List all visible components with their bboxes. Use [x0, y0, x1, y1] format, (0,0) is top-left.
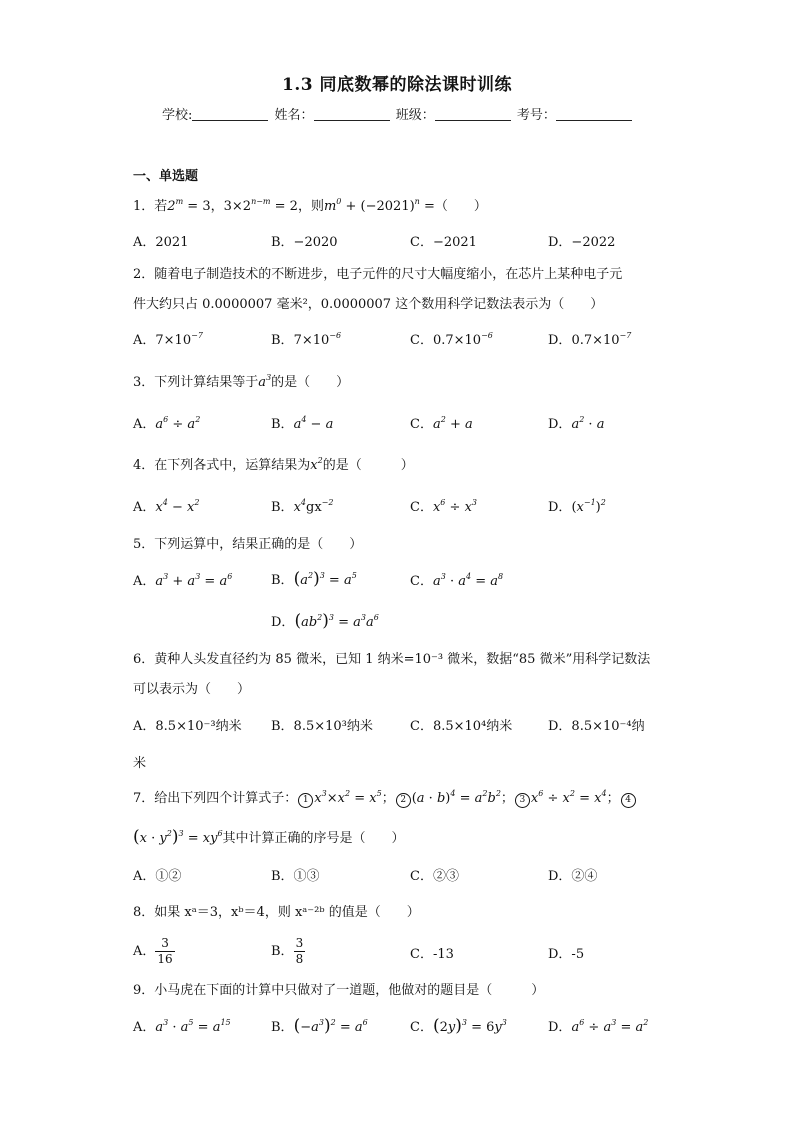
question-7: 7．给出下列四个计算式子： 1 $x^3\times x^2 = x^5$； 2 $(a \cdot b)^4 = a^2b^2$； 3 $x^6 \div x^2 = x^4$； 4 — [133, 791, 637, 808]
question-text: （ ） — [434, 199, 487, 214]
question-text: 如果 xᵃ＝3，xᵇ＝4，则 xᵃ⁻²ᵇ 的值是（ ） — [154, 905, 420, 920]
option-a[interactable]: A．①② — [133, 869, 182, 884]
question-text: 在下列各式中，运算结果为 — [154, 458, 311, 473]
question-3 — [133, 375, 349, 391]
option-a[interactable]: A． $\frac{3}{16}$ — [133, 936, 173, 966]
option-c[interactable]: C．-13 — [410, 947, 454, 962]
student-info-row — [162, 104, 634, 123]
question-number: 8． — [133, 905, 155, 920]
question-text: 其中计算正确的序号是（ ） — [222, 831, 405, 846]
class-blank[interactable] — [435, 108, 511, 121]
option-c[interactable]: C．$(2y)^3 = 6y^3$ — [410, 1016, 507, 1036]
name-blank[interactable] — [314, 108, 390, 121]
option-b[interactable]: B．$x^4gx^{-2}$ — [271, 498, 334, 515]
question-8 — [133, 905, 420, 921]
option-d[interactable]: D．$a^2 \cdot a$ — [548, 415, 605, 432]
option-c[interactable]: C．$0.7\times 10^{-6}$ — [410, 331, 493, 348]
question-7-line-2 — [133, 829, 405, 847]
math-expression: $7\times 10^{-7}$ — [155, 331, 203, 348]
question-number: 2． — [133, 267, 155, 282]
option-b[interactable]: B．$(-a^3)^2 = a^6$ — [271, 1016, 368, 1036]
math-expression: $(x \cdot y^2)^3 = xy^6$ — [133, 827, 223, 847]
option-d[interactable]: D．$0.7\times 10^{-7}$ — [548, 331, 632, 348]
question-number: 9． — [133, 983, 155, 998]
math-expression: $2^m = 3$ — [167, 197, 211, 214]
question-text: ，则 — [297, 199, 324, 214]
option-a[interactable]: A．2021 — [133, 235, 189, 250]
option-d[interactable]: D．②④ — [548, 869, 598, 884]
school-blank[interactable] — [192, 108, 268, 121]
question-number: 6． — [133, 652, 155, 667]
name-label: 姓名： — [274, 108, 314, 123]
math-expression: $(a \cdot b)^4 = a^2b^2$ — [411, 789, 501, 806]
option-b[interactable]: B．$a^4 - a$ — [271, 415, 334, 432]
exam-no-label: 考号： — [516, 108, 556, 123]
math-expression: $x^2$ — [310, 456, 323, 473]
question-4 — [133, 458, 414, 474]
option-b[interactable]: B．$7\times 10^{-6}$ — [271, 331, 342, 348]
page-title: 1.3 同底数幂的除法课时训练 — [282, 75, 512, 95]
question-text: 的是（ ） — [271, 375, 350, 390]
question-text: ， — [210, 199, 224, 214]
question-text: 的是（ ） — [322, 458, 414, 473]
option-a[interactable]: A．$x^4 - x^2$ — [133, 498, 200, 515]
option-d[interactable]: D．$(ab^2)^3 = a^3a^6$ — [271, 611, 379, 631]
question-text: 给出下列四个计算式子： — [154, 791, 298, 806]
math-expression: $x^6 \div x^2 = x^4$ — [530, 789, 607, 806]
option-d[interactable]: D．8.5×10⁻⁴纳 — [548, 719, 645, 734]
option-b[interactable]: B．−2020 — [271, 235, 338, 250]
math-expression: $0.7\times 10^{-7}$ — [571, 331, 632, 348]
option-d[interactable]: D．$(x^{-1})^2$ — [548, 498, 606, 515]
math-expression: $3\times 2^{n-m} = 2$ — [223, 197, 298, 214]
question-2 — [133, 267, 622, 283]
question-number: 7． — [133, 791, 155, 806]
math-expression: $x^3\times x^2 = x^5$ — [314, 789, 382, 806]
question-5 — [133, 537, 362, 553]
exam-no-blank[interactable] — [556, 108, 632, 121]
option-b[interactable]: B．①③ — [271, 869, 320, 884]
question-6 — [133, 652, 650, 668]
option-a[interactable]: A．$a^6 \div a^2$ — [133, 415, 201, 432]
option-c[interactable]: C．②③ — [410, 869, 459, 884]
option-c[interactable]: C．8.5×10⁴纳米 — [410, 719, 513, 734]
section-heading: 一、单选题 — [133, 169, 199, 184]
fraction: $\frac{3}{16}$ — [157, 936, 173, 966]
option-d-wrap: 米 — [133, 756, 147, 771]
circled-four-icon: 4 — [621, 793, 636, 808]
question-text: 黄种人头发直径约为 85 微米，已知 1 纳米=10⁻³ 微米，数据“85 微米”用科学记数法 — [154, 652, 651, 667]
question-9 — [133, 983, 544, 999]
option-a[interactable]: A．$7\times 10^{-7}$ — [133, 331, 203, 348]
math-expression: $a^3$ — [258, 373, 272, 390]
option-d[interactable]: D．-5 — [548, 947, 585, 962]
question-6-line-2: 可以表示为（ ） — [133, 682, 251, 697]
question-text: 小马虎在下面的计算中只做对了一道题，他做对的题目是（ ） — [154, 983, 545, 998]
school-label: 学校: — [162, 108, 193, 123]
question-text: 下列运算中，结果正确的是（ ） — [154, 537, 363, 552]
option-a[interactable]: A．$a^3 + a^3 = a^6$ — [133, 572, 233, 589]
option-c[interactable]: C．$a^3 \cdot a^4 = a^8$ — [410, 572, 504, 589]
circled-two-icon: 2 — [396, 793, 411, 808]
question-number: 1． — [133, 199, 155, 214]
option-d[interactable]: D．$a^6 \div a^3 = a^2$ — [548, 1018, 649, 1035]
question-number: 5． — [133, 537, 155, 552]
question-1 — [133, 199, 487, 215]
circled-one-icon: 1 — [298, 793, 313, 808]
math-expression: $m^0 + (-2021)^n$ = — [323, 197, 435, 214]
question-text: 若 — [154, 199, 168, 214]
option-a[interactable]: A．$a^3 \cdot a^5 = a^{15}$ — [133, 1018, 231, 1035]
option-b[interactable]: B．8.5×10³纳米 — [271, 719, 373, 734]
option-b[interactable]: B．$(a^2)^3 = a^5$ — [271, 569, 357, 589]
question-number: 4． — [133, 458, 155, 473]
option-c[interactable]: C．−2021 — [410, 235, 477, 250]
option-d[interactable]: D．−2022 — [548, 235, 616, 250]
question-2-line-2: 件大约只占 0.0000007 毫米²，0.0000007 这个数用科学记数法表示为（ ） — [133, 297, 604, 312]
math-expression: $7\times 10^{-6}$ — [293, 331, 342, 348]
fraction: $\frac{3}{8}$ — [295, 936, 304, 966]
option-c[interactable]: C．$a^2 + a$ — [410, 415, 473, 432]
option-b[interactable]: B． $\frac{3}{8}$ — [271, 936, 304, 966]
question-text: 随着电子制造技术的不断进步，电子元件的尺寸大幅度缩小，在芯片上某种电子元 — [154, 267, 623, 282]
circled-three-icon: 3 — [515, 793, 530, 808]
class-label: 班级： — [395, 108, 435, 123]
question-number: 3． — [133, 375, 155, 390]
option-a[interactable]: A．8.5×10⁻³纳米 — [133, 719, 242, 734]
option-c[interactable]: C．$x^6 \div x^3$ — [410, 498, 477, 515]
math-expression: $0.7\times 10^{-6}$ — [432, 331, 493, 348]
question-text: 下列计算结果等于 — [154, 375, 259, 390]
